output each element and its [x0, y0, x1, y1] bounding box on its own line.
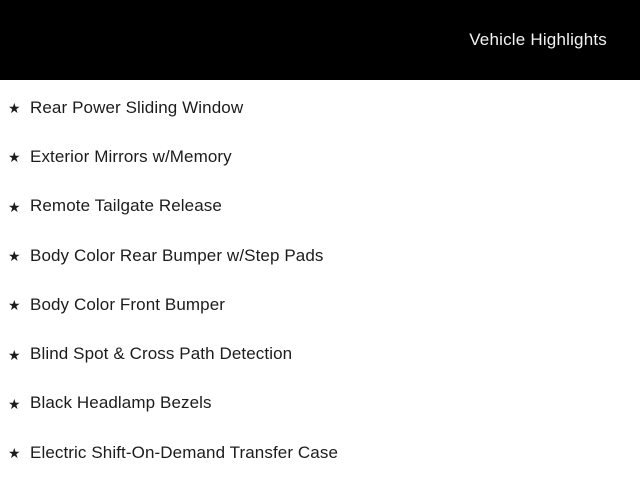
- list-item: [0, 132, 640, 181]
- list-item: [0, 329, 640, 378]
- list-item: [0, 182, 640, 231]
- star-icon: ★: [8, 297, 21, 314]
- star-icon: ★: [8, 346, 21, 363]
- list-item: [0, 83, 640, 132]
- list-item-label: Rear Power Sliding Window: [30, 97, 244, 117]
- list-item-label: Electric Shift-On-Demand Transfer Case: [30, 442, 339, 462]
- star-icon: ★: [8, 445, 21, 462]
- list-item-label: Body Color Front Bumper: [30, 294, 226, 314]
- star-icon: ★: [8, 149, 21, 166]
- header-bar: [0, 0, 640, 80]
- list-item-label: Remote Tailgate Release: [30, 196, 222, 216]
- star-icon: ★: [8, 198, 21, 215]
- star-icon: ★: [8, 395, 21, 412]
- list-item-label: Blind Spot & Cross Path Detection: [30, 344, 293, 364]
- star-icon: ★: [8, 100, 21, 117]
- list-item: [0, 428, 640, 477]
- list-item-label: Black Headlamp Bezels: [30, 393, 212, 413]
- list-item: [0, 379, 640, 428]
- page-title: Vehicle Highlights: [469, 30, 607, 49]
- list-item-label: Exterior Mirrors w/Memory: [30, 146, 232, 166]
- star-icon: ★: [8, 248, 21, 265]
- list-item: [0, 280, 640, 329]
- highlight-list: [0, 80, 640, 477]
- list-item-label: Body Color Rear Bumper w/Step Pads: [30, 245, 324, 265]
- list-item: [0, 231, 640, 280]
